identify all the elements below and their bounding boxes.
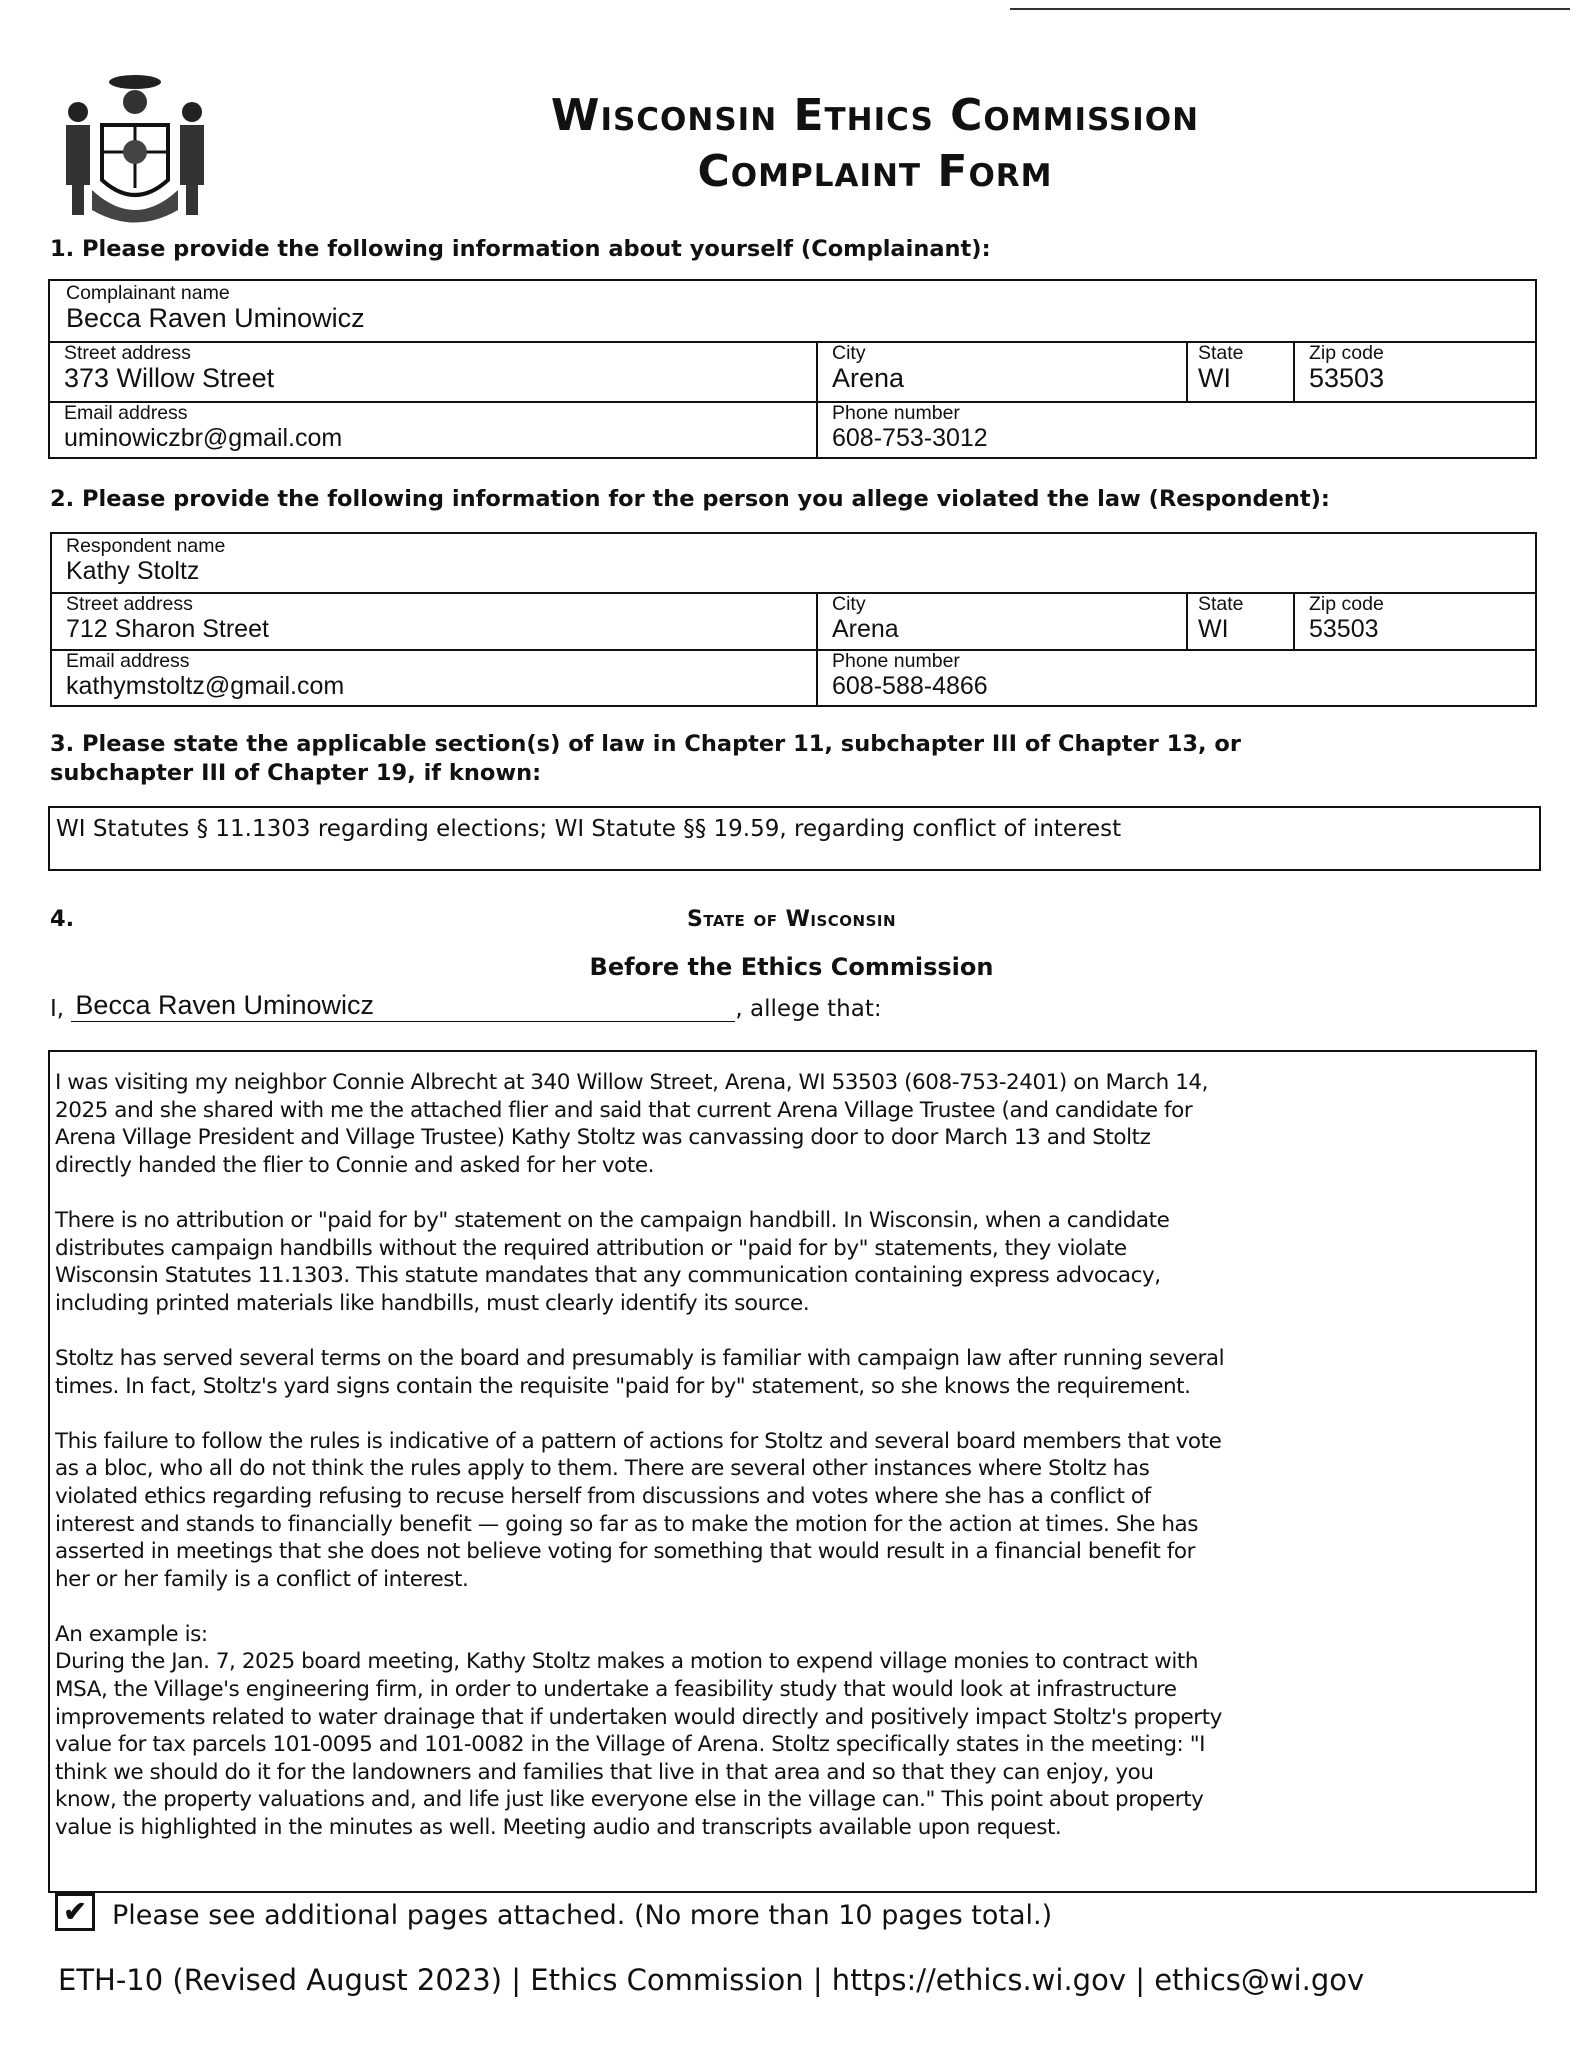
allegation-line: value for tax parcels 101-0095 and 101-0082 in the Village of Arena. Stoltz specifically states in the meeting: "I: [55, 1732, 1206, 1758]
respondent-state-value: WI: [1198, 615, 1229, 643]
respondent-city-value: Arena: [832, 615, 899, 643]
allegation-line: asserted in meetings that she does not believe voting for something that would result in a financial benefit for: [55, 1539, 1195, 1565]
complainant-phone-field[interactable]: [816, 401, 1535, 459]
allegation-complainant-name-field[interactable]: [71, 990, 735, 1022]
additional-pages-checkbox[interactable]: [55, 1893, 95, 1931]
allegation-line: MSA, the Village's engineering firm, in order to undertake a feasibility study that would look at infrastructure: [55, 1677, 1177, 1703]
allegation-line: An example is:: [55, 1621, 208, 1647]
respondent-phone-field[interactable]: [816, 649, 1535, 705]
respondent-street-field[interactable]: [52, 592, 816, 649]
wisconsin-seal-logo: [52, 70, 218, 230]
section3-heading-line1: 3. Please state the applicable section(s) of law in Chapter 11, subchapter III of Chapter 13, or: [50, 731, 1241, 757]
respondent-name-field[interactable]: [52, 534, 1535, 592]
check-icon: ✔: [63, 1896, 87, 1927]
state-of-wisconsin-heading: State of Wisconsin: [686, 907, 897, 932]
section1-heading: 1. Please provide the following information about yourself (Complainant):: [50, 236, 991, 262]
respondent-email-field[interactable]: [52, 649, 816, 705]
allegation-line: During the Jan. 7, 2025 board meeting, Kathy Stoltz makes a motion to expend village monies to contract with: [55, 1649, 1199, 1675]
respondent-email-value: kathymstoltz@gmail.com: [66, 672, 345, 700]
allegation-paragraph: [55, 1069, 1535, 1179]
complainant-city-value: Arena: [832, 363, 905, 393]
before-ethics-commission-heading: Before the Ethics Commission: [589, 953, 994, 981]
field-label: Street address: [66, 593, 193, 615]
allegation-line: value is highlighted in the minutes as well. Meeting audio and transcripts available upon request.: [55, 1815, 1062, 1841]
allegation-line: This failure to follow the rules is indicative of a pattern of actions for Stoltz and several board members that vote: [55, 1428, 1222, 1454]
allegation-line: I was visiting my neighbor Connie Albrecht at 340 Willow Street, Arena, WI 53503 (608-753-2401) on March 14,: [55, 1070, 1209, 1095]
allegation-line: including printed materials like handbills, must clearly identify its source.: [55, 1290, 810, 1316]
allegation-paragraph: [55, 1621, 1535, 1842]
complainant-street-value: 373 Willow Street: [64, 363, 275, 393]
field-label: Email address: [64, 402, 188, 424]
complainant-state-value: WI: [1198, 363, 1231, 393]
field-label: State: [1198, 342, 1244, 364]
i-prefix: I,: [50, 996, 65, 1022]
field-label: Complainant name: [66, 282, 230, 304]
additional-pages-label: Please see additional pages attached. (No more than 10 pages total.): [112, 1900, 1053, 1931]
field-label: Respondent name: [66, 535, 226, 557]
field-label: Phone number: [832, 402, 960, 424]
form-title-line1: Wisconsin Ethics Commission: [550, 90, 1200, 141]
allegation-line: think we should do it for the landowners and families that live in that area and so that they can enjoy, you: [55, 1759, 1154, 1785]
allegation-line: times. In fact, Stoltz's yard signs contain the requisite "paid for by" statement, so she knows the requirement.: [55, 1373, 1191, 1399]
allegation-line: directly handed the flier to Connie and asked for her vote.: [55, 1152, 654, 1178]
allegation-line: improvements related to water drainage that if undertaken would directly and positively impact Stoltz's property: [55, 1704, 1222, 1730]
allegation-line: violated ethics regarding refusing to recuse herself from discussions and votes where she has a conflict of: [55, 1483, 1151, 1509]
allege-suffix: , allege that:: [735, 996, 882, 1022]
form-title-line2: Complaint Form: [697, 146, 1053, 197]
field-label: Phone number: [832, 650, 960, 672]
allegation-line: Stoltz has served several terms on the board and presumably is familiar with campaign law after running several: [55, 1345, 1225, 1371]
allegation-line: as a bloc, who all do not think the rules apply to them. There are several other instances where Stoltz has: [55, 1456, 1150, 1482]
allegation-line: Wisconsin Statutes 11.1303. This statute mandates that any communication containing express advocacy,: [55, 1263, 1161, 1289]
applicable-law-field[interactable]: [48, 806, 1541, 871]
respondent-name-value: Kathy Stoltz: [66, 557, 200, 585]
complainant-name-field[interactable]: [50, 281, 1535, 341]
allegation-complainant-name: Becca Raven Uminowicz: [75, 990, 375, 1020]
respondent-zip-value: 53503: [1309, 615, 1379, 643]
section2-heading: 2. Please provide the following information for the person you allege violated the law (Respondent):: [50, 486, 1330, 512]
complainant-state-field[interactable]: [1186, 341, 1293, 401]
section4-number: 4.: [50, 906, 75, 932]
complainant-zip-value: 53503: [1309, 363, 1385, 393]
section3-heading-line2: subchapter III of Chapter 19, if known:: [50, 760, 542, 786]
allegation-line: There is no attribution or "paid for by" statement on the campaign handbill. In Wisconsin, when a candidate: [55, 1207, 1170, 1233]
respondent-phone-value: 608-588-4866: [832, 672, 988, 700]
scan-edge-line: [1010, 8, 1570, 10]
field-label: City: [832, 342, 866, 364]
allegation-line: 2025 and she shared with me the attached flier and said that current Arena Village Trustee (and candidate for: [55, 1097, 1193, 1123]
allegation-paragraph: [55, 1207, 1535, 1317]
allegation-line: her or her family is a conflict of interest.: [55, 1566, 469, 1592]
allegation-line: interest and stands to financially benefit — going so far as to make the motion for the action at times. She has: [55, 1511, 1199, 1537]
respondent-city-field[interactable]: [816, 592, 1186, 649]
complainant-phone-value: 608-753-3012: [832, 424, 988, 452]
complainant-city-field[interactable]: [816, 341, 1186, 401]
field-label: Zip code: [1309, 342, 1384, 364]
complainant-email-field[interactable]: [50, 401, 816, 459]
field-label: Email address: [66, 650, 190, 672]
respondent-table: [50, 532, 1537, 707]
complainant-table: [48, 279, 1537, 459]
allegation-intro: [50, 990, 882, 1022]
respondent-state-field[interactable]: [1186, 592, 1293, 649]
field-label: City: [832, 593, 866, 615]
respondent-zip-field[interactable]: [1293, 592, 1535, 649]
field-label: State: [1198, 593, 1244, 615]
allegation-text-field[interactable]: [48, 1050, 1537, 1893]
field-label: Street address: [64, 342, 191, 364]
allegation-paragraph: [55, 1345, 1535, 1400]
complainant-zip-field[interactable]: [1293, 341, 1535, 401]
allegation-line: know, the property valuations and, and life just like everyone else in the village can." This point about property: [55, 1787, 1204, 1813]
complainant-email-value: uminowiczbr@gmail.com: [64, 424, 343, 452]
allegation-line: Arena Village President and Village Trustee) Kathy Stoltz was canvassing door to door March 13 and Stoltz: [55, 1125, 1151, 1151]
allegation-line: distributes campaign handbills without the required attribution or "paid for by" statements, they violate: [55, 1235, 1127, 1261]
allegation-paragraph: [55, 1428, 1535, 1594]
form-footer: ETH-10 (Revised August 2023) | Ethics Commission | https://ethics.wi.gov | ethics@wi.gov: [58, 1963, 1365, 1997]
respondent-street-value: 712 Sharon Street: [66, 615, 269, 643]
complainant-street-field[interactable]: [50, 341, 816, 401]
complainant-name-value: Becca Raven Uminowicz: [66, 303, 365, 333]
field-label: Zip code: [1309, 593, 1384, 615]
applicable-law-value: WI Statutes § 11.1303 regarding elections; WI Statute §§ 19.59, regarding conflict of interest: [56, 816, 1122, 842]
